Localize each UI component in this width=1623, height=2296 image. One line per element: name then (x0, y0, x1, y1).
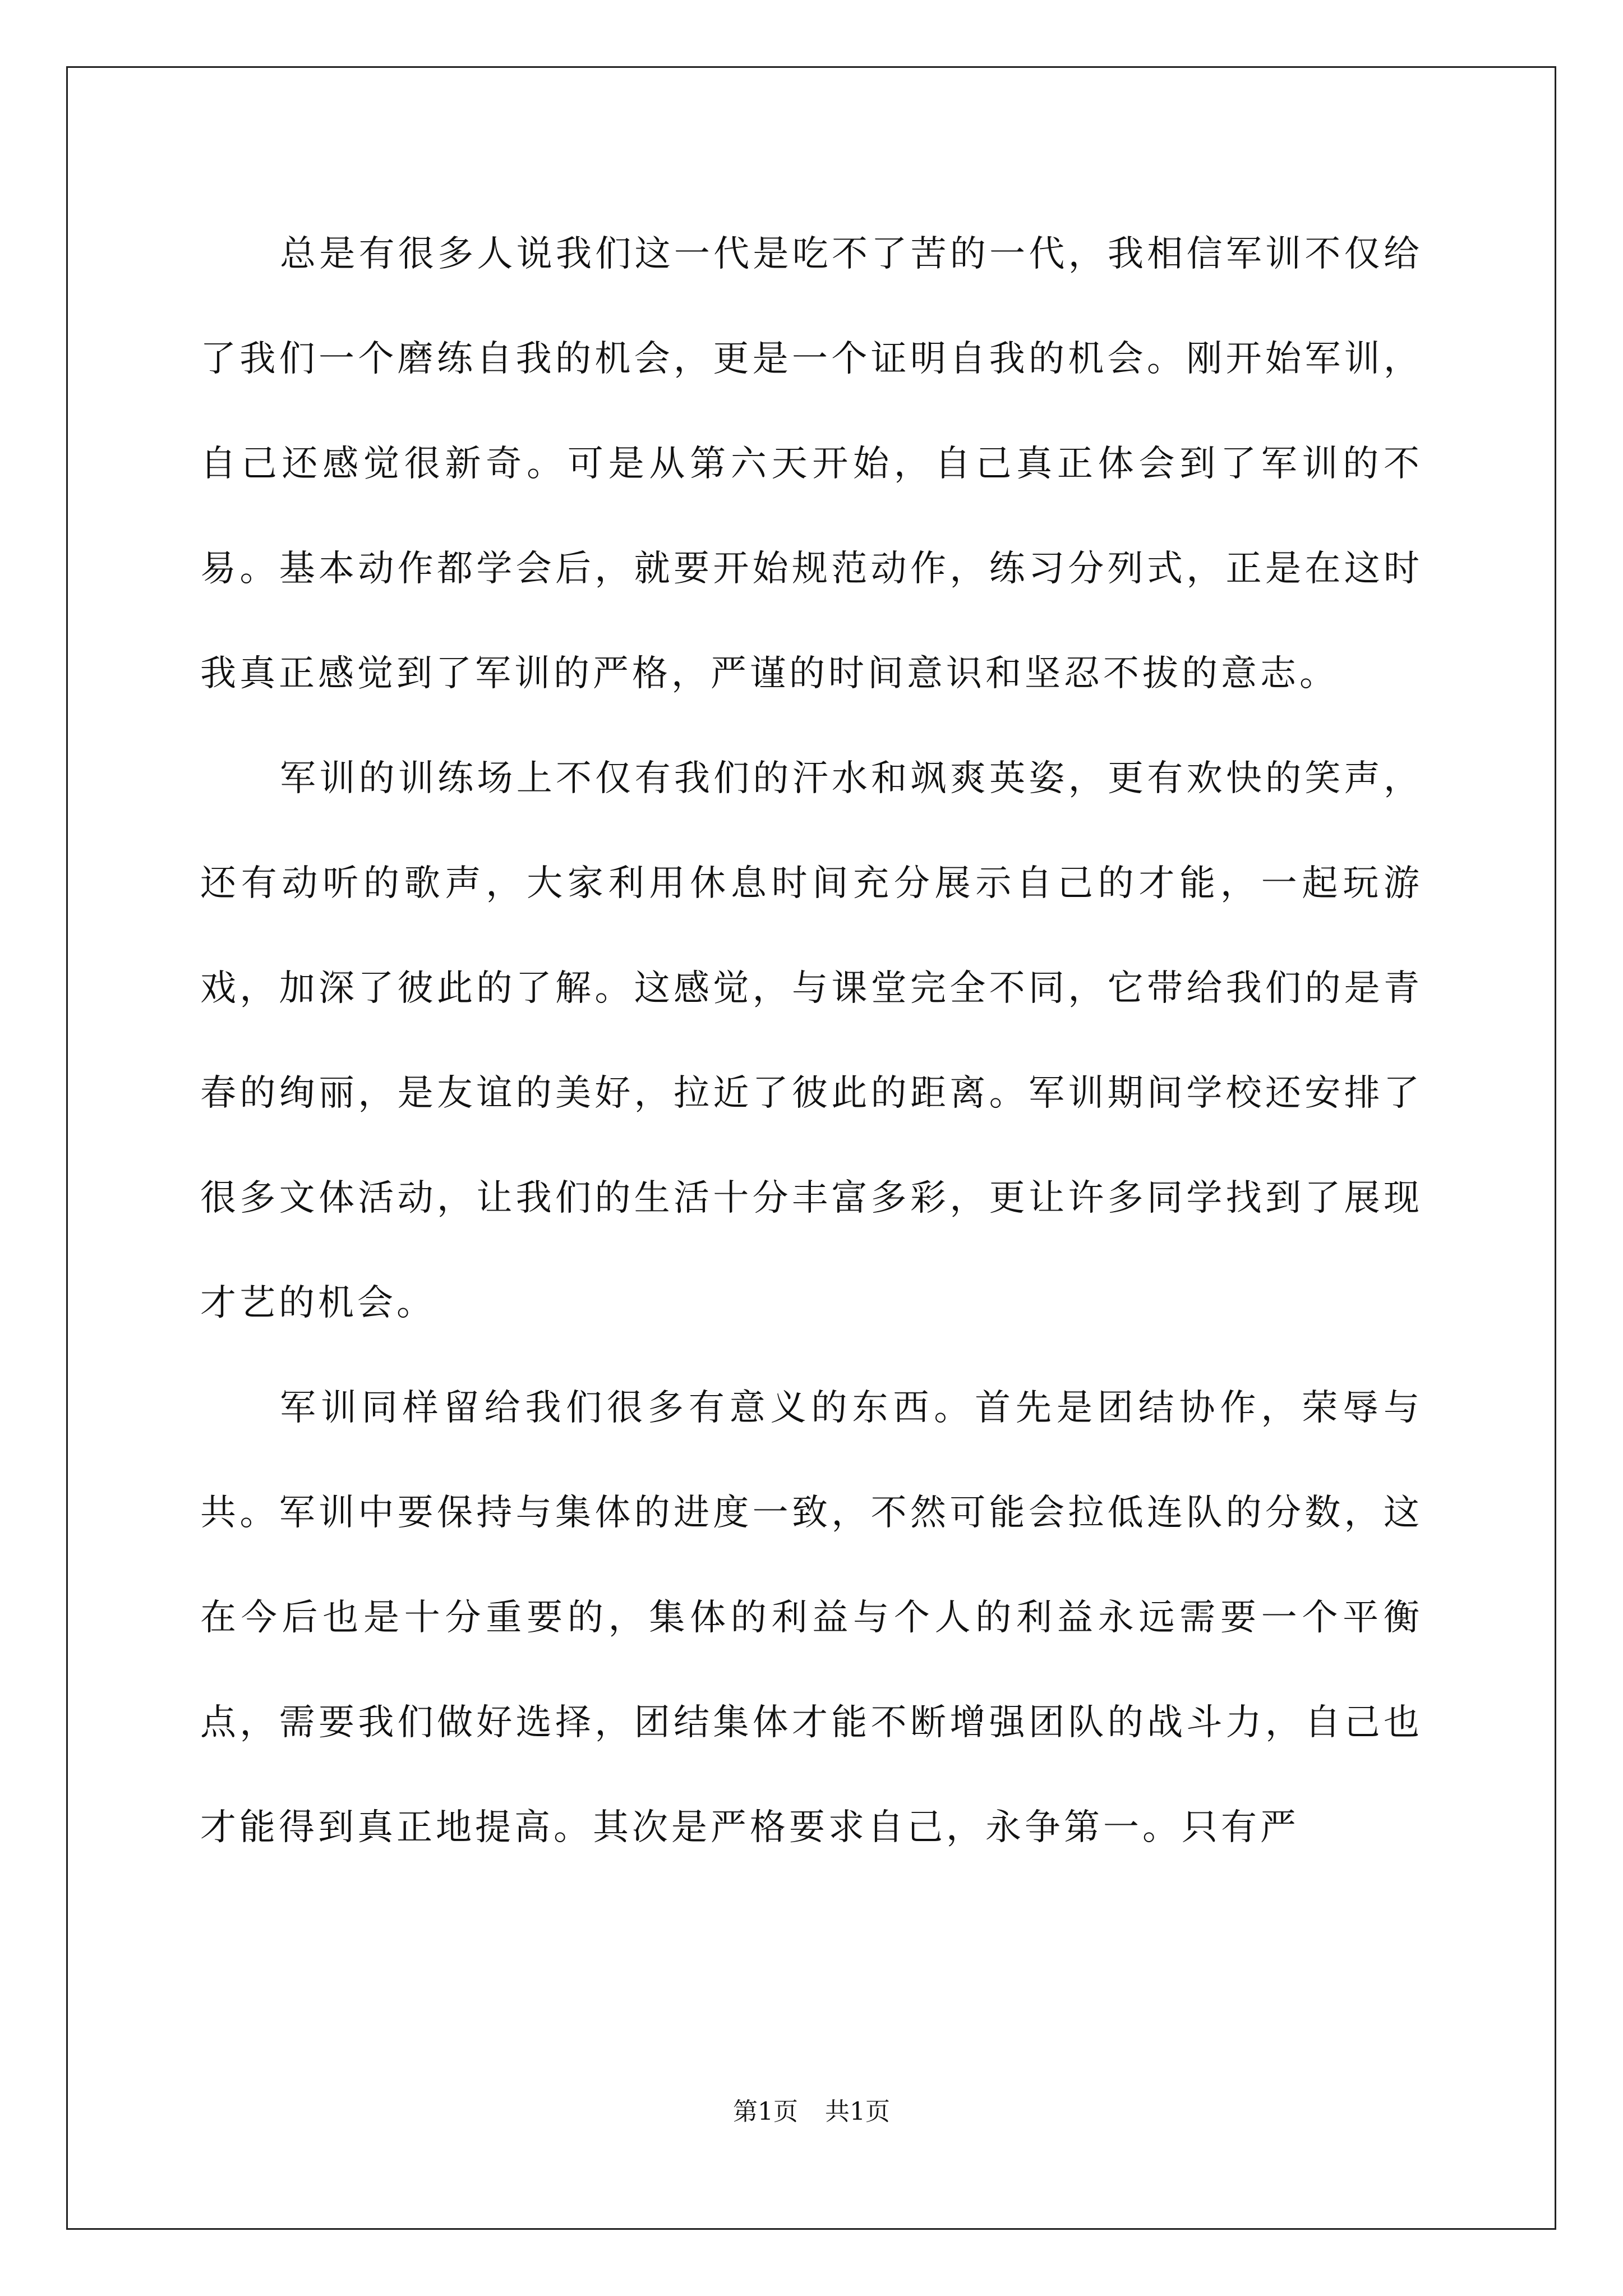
document-body (200, 202, 1423, 1880)
paragraph-2: 军训的训练场上不仅有我们的汗水和飒爽英姿，更有欢快的笑声，还有动听的歌声，大家利用休息时间充分展示自己的才能，一起玩游戏，加深了彼此的了解。这感觉，与课堂完全不同，它带给我们的是青春的绚丽，是友谊的美好，拉近了彼此的距离。军训期间学校还安排了很多文体活动，让我们的生活十分丰富多彩，更让许多同学找到了展现才艺的机会。 (200, 758, 1423, 1324)
page-footer (0, 2095, 1623, 2129)
page-total: 共1页 (825, 2097, 890, 2126)
paragraph-3: 军训同样留给我们很多有意义的东西。首先是团结协作，荣辱与共。军训中要保持与集体的进度一致，不然可能会拉低连队的分数，这在今后也是十分重要的，集体的利益与个人的利益永远需要一个平衡点，需要我们做好选择，团结集体才能不断增强团队的战斗力，自己也才能得到真正地提高。其次是严格要求自己，永争第一。只有严 (200, 1387, 1423, 1848)
page-number: 第1页 (733, 2097, 798, 2126)
paragraph-1: 总是有很多人说我们这一代是吃不了苦的一代，我相信军训不仅给了我们一个磨练自我的机会，更是一个证明自我的机会。刚开始军训，自己还感觉很新奇。可是从第六天开始，自己真正体会到了军训的不易。基本动作都学会后，就要开始规范动作，练习分列式，正是在这时我真正感觉到了军训的严格，严谨的时间意识和坚忍不拔的意志。 (200, 233, 1423, 694)
